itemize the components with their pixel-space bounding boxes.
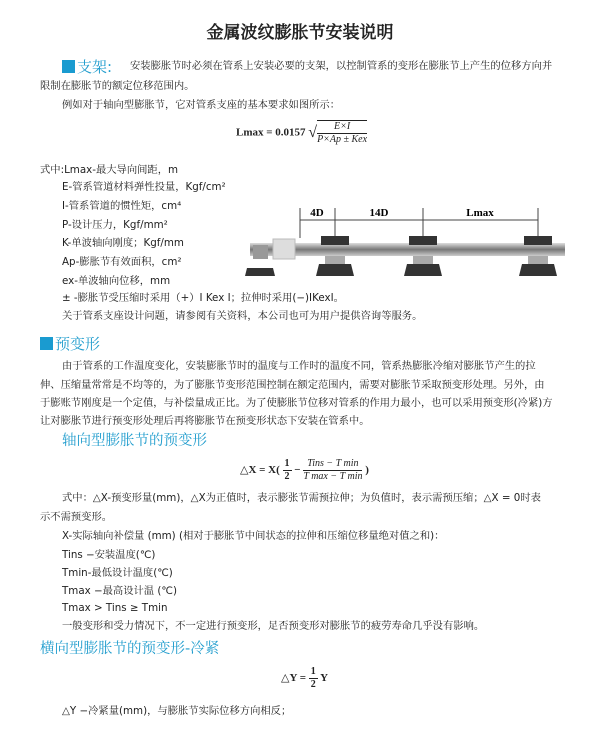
paragraph-line: 于膨账节刚度是一个定值，与补偿量成正比。为了使膨胀节位移对管系的作用力最小，也可以采用预变形(冷紧)方	[40, 397, 553, 409]
bellows	[273, 239, 295, 259]
dimension-label: 14D	[369, 207, 389, 219]
support-intro-line: 安装膨胀节时必须在管系上安装必要的支架，以控制管系的变形在膨胀节上产生的位移方向并	[130, 60, 553, 72]
section-heading-support: 支架:	[62, 56, 112, 77]
definition-line: 示不需预变形。	[40, 511, 113, 523]
axial-heading: 轴向型膨胀节的预变形	[62, 433, 207, 449]
definition-line: Tmin-最低设计温度(℃)	[62, 567, 173, 579]
support-intro-line: 限制在膨胀节的额定位移范围内。	[40, 80, 195, 92]
section-heading-predeform: 预变形	[40, 333, 100, 354]
definition-line: E-管系管道材料弹性投量，Kgf/cm²	[62, 181, 226, 193]
definition-line: Tmax > Tins ≥ Tmin	[62, 602, 168, 614]
pipe	[250, 243, 565, 256]
definition-line: 式中：△X-预变形量(mm)，△X为正值时，表示膨张节需预拉伸；为负值时，表示需预压缩；△X = 0时表	[62, 492, 541, 504]
dimension-label: 4D	[310, 207, 324, 219]
definition-line: Ap-膨胀节有效面积，cm²	[62, 256, 182, 268]
paragraph-line: 由于管系的工作温度变化，安装膨胀节时的温度与工作时的温度不同，管系热膨胀冷缩对膨胀节产生的拉	[62, 360, 536, 372]
definition-line: P-设计压力，Kgf/mm²	[62, 219, 168, 231]
page-title: 金属波纹膨胀节安装说明	[206, 23, 394, 43]
paragraph-line: 伸、压缩量常常是不均等的，为了膨胀节变形范围控制在额定范围内，需要对膨胀节采取预变形处理。另外，由	[40, 379, 545, 391]
lateral-formula: △Y = $\frac{1}{2}$ Y	[281, 666, 329, 690]
definition-line: X-实际轴向补偿量 (mm) (相对于膨胀节中间状态的拉伸和压缩位移量绝对值之和)：	[62, 530, 445, 542]
lmax-formula: Lmax = 0.0157 √ $\frac{E\times I}{\text{P×Ap ± Kex}}$	[236, 121, 368, 145]
definition-line: 关于管系支座设计问题，请参阅有关资料，本公司也可为用户提供咨询等服务。	[62, 310, 423, 322]
definition-line: Tmax −最高设计温 (℃)	[62, 585, 177, 597]
axial-formula: △X = X( $\frac{1}{2}$ − $\frac{\text{Tins − T min}}{\text{T max − T min}}$ )	[240, 458, 369, 482]
definition-line: I-管系管道的惯性矩，cm⁴	[62, 200, 182, 212]
definition-line: 一般变形和受力情况下，不一定进行预变形，足否预变形对膨胀节的疲劳寿命几乎没有影响。	[62, 620, 485, 632]
support-example: 例如对于轴向型膨胀节，它对管系支座的基本要求如图所示：	[62, 99, 341, 111]
square-bullet-icon	[62, 60, 75, 73]
lateral-definition: △Y −冷紧量(mm)，与膨胀节实际位移方向相反；	[62, 705, 292, 717]
sqrt-icon: √	[308, 124, 318, 141]
paragraph-line: 让对膨胀节进行预变形处理后再将膨胀节在预变形状态下安装在管系中。	[40, 415, 370, 427]
definition-line: 式中:Lmax-最大导向间距，m	[40, 164, 179, 176]
definition-line: K-单波轴向刚度；Kgf/mm	[62, 237, 184, 249]
dimension-label: Lmax	[466, 207, 494, 219]
support-spacing-diagram	[245, 198, 570, 283]
square-bullet-icon	[40, 337, 53, 350]
lateral-heading: 横向型膨胀节的预变形-冷紧	[40, 641, 220, 657]
definition-line: ex-单波轴向位移，mm	[62, 275, 171, 287]
definition-line: ± -膨胀节受压缩时采用（+）I Kex I；拉伸时采用(−)IKexI。	[62, 292, 344, 304]
definition-line: Tins −安装温度(℃)	[62, 549, 156, 561]
fixed-support	[253, 245, 268, 259]
